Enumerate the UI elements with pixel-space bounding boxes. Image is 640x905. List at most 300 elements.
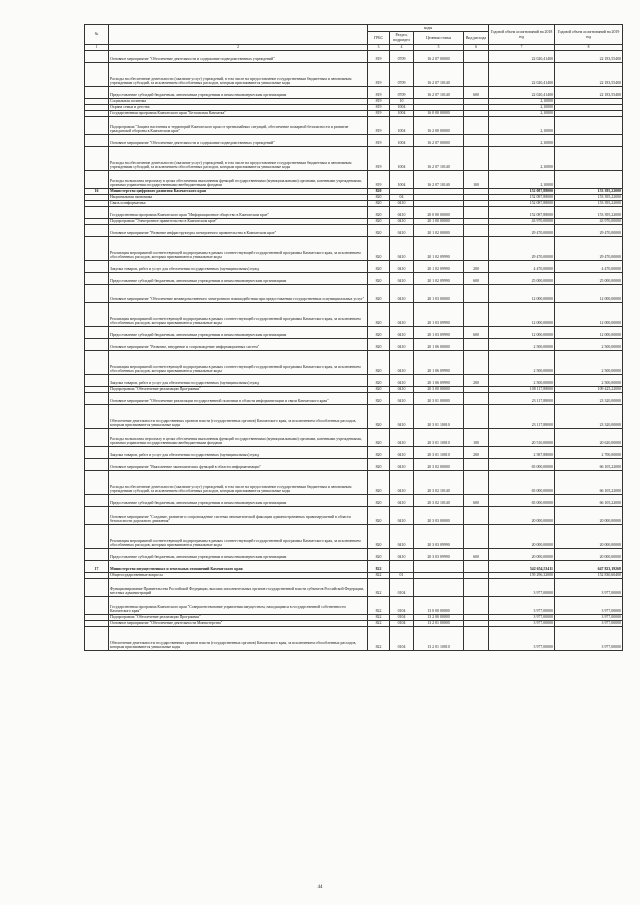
row-grbs: 820 bbox=[368, 327, 390, 339]
row-expense-type bbox=[464, 627, 489, 651]
row-name: Основное мероприятие "Развитие инфраструктуры электронного правительства в Камчатском крае" bbox=[109, 225, 368, 237]
row-amount-2018: 152 087,88000 bbox=[489, 207, 555, 219]
row-target-article: 20 3 01 10010 bbox=[414, 405, 464, 429]
table-row bbox=[85, 147, 623, 171]
row-amount-2018: 23 117,88000 bbox=[489, 405, 555, 429]
row-name: Министерство имущественных и земельных отношений Камчатского края bbox=[109, 561, 368, 573]
row-name: Основное мероприятие "Развитие, внедрение и сопровождение информационных систем" bbox=[109, 339, 368, 351]
row-razdel: 0410 bbox=[390, 285, 414, 303]
row-expense-type bbox=[464, 471, 489, 495]
row-number bbox=[85, 261, 109, 273]
row-number bbox=[85, 549, 109, 561]
row-target-article: 20 3 03 09990 bbox=[414, 549, 464, 561]
table-row bbox=[85, 525, 623, 549]
row-name: Реализация мероприятий соответствующей подпрограммы в рамках соответствующей государственной программы Камчатского края, за исключением обособленных расходов, которым присваиваются уникальные коды bbox=[109, 237, 368, 261]
column-number: 8 bbox=[555, 45, 623, 51]
row-expense-type bbox=[464, 351, 489, 375]
row-expense-type bbox=[464, 51, 489, 63]
row-amount-2018: 3 977,00000 bbox=[489, 621, 555, 627]
table-row bbox=[85, 429, 623, 447]
row-razdel: 0709 bbox=[390, 87, 414, 99]
row-target-article: 20 3 00 00000 bbox=[414, 387, 464, 393]
table-row bbox=[85, 447, 623, 459]
row-target-article bbox=[414, 561, 464, 573]
row-amount-2018: 4 470,00000 bbox=[489, 261, 555, 273]
row-amount-2018: 12 000,00000 bbox=[489, 327, 555, 339]
row-razdel: 0410 bbox=[390, 303, 414, 327]
table-row bbox=[85, 327, 623, 339]
row-amount-2019: 2 500,00000 bbox=[555, 351, 623, 375]
row-amount-2018: 2,10000 bbox=[489, 117, 555, 135]
row-amount-2019: 12 000,00000 bbox=[555, 327, 623, 339]
table-row bbox=[85, 375, 623, 387]
row-expense-type bbox=[464, 507, 489, 525]
row-name: Государственная программа Камчатского края "Информационное общество в Камчатском крае" bbox=[109, 207, 368, 219]
row-number bbox=[85, 447, 109, 459]
row-target-article: 16 0 00 00000 bbox=[414, 111, 464, 117]
row-target-article: 16 2 07 10140 bbox=[414, 147, 464, 171]
row-expense-type: 200 bbox=[464, 375, 489, 387]
row-name: Предоставление субсидий бюджетным, автономным учреждениям и иным некоммерческим организациям bbox=[109, 327, 368, 339]
row-expense-type: 100 bbox=[464, 429, 489, 447]
row-grbs: 820 bbox=[368, 387, 390, 393]
row-expense-type bbox=[464, 303, 489, 327]
header-year-2018: Годовой объем ассигнований на 2018 год bbox=[489, 25, 555, 45]
row-name: Функционирование Правительства Российской Федерации, высших исполнительных органов государственной власти субъектов Российской Федерации, местных администраций bbox=[109, 579, 368, 597]
row-amount-2018: 22 020,41400 bbox=[489, 51, 555, 63]
table-body bbox=[85, 51, 623, 651]
row-name: Реализация мероприятий соответствующей подпрограммы в рамках соответствующей государственной программы Камчатского края, за исключением обособленных расходов, которым присваиваются уникальные коды bbox=[109, 351, 368, 375]
row-amount-2019: 3 977,00000 bbox=[555, 627, 623, 651]
page-number: 44 bbox=[317, 885, 323, 890]
row-razdel: 0410 bbox=[390, 429, 414, 447]
row-expense-type bbox=[464, 117, 489, 135]
row-razdel: 0104 bbox=[390, 621, 414, 627]
row-razdel: 0410 bbox=[390, 273, 414, 285]
column-number: 2 bbox=[109, 45, 368, 51]
row-amount-2018: 3 977,00000 bbox=[489, 627, 555, 651]
row-razdel: 0104 bbox=[390, 579, 414, 597]
row-grbs: 819 bbox=[368, 135, 390, 147]
row-grbs: 820 bbox=[368, 525, 390, 549]
row-grbs: 822 bbox=[368, 573, 390, 579]
header-vid: Вид расхода bbox=[464, 32, 489, 45]
table-row bbox=[85, 393, 623, 405]
row-target-article: 20 1 02 09990 bbox=[414, 237, 464, 261]
row-grbs: 819 bbox=[368, 117, 390, 135]
row-grbs: 822 bbox=[368, 621, 390, 627]
row-expense-type bbox=[464, 405, 489, 429]
row-amount-2019: 22 183,55400 bbox=[555, 87, 623, 99]
row-name: Предоставление субсидий бюджетным, автономным учреждениям и иным некоммерческим организациям bbox=[109, 495, 368, 507]
row-amount-2019: 29 470,00000 bbox=[555, 225, 623, 237]
row-number bbox=[85, 147, 109, 171]
row-target-article: 20 1 02 09990 bbox=[414, 261, 464, 273]
row-razdel: 0410 bbox=[390, 375, 414, 387]
row-amount-2019: 2 700,00000 bbox=[555, 447, 623, 459]
row-grbs: 820 bbox=[368, 273, 390, 285]
row-razdel: 0104 bbox=[390, 615, 414, 621]
row-number bbox=[85, 339, 109, 351]
row-razdel: 0410 bbox=[390, 459, 414, 471]
row-grbs: 820 bbox=[368, 507, 390, 525]
row-name: Связь и информатика bbox=[109, 201, 368, 207]
row-grbs: 820 bbox=[368, 195, 390, 201]
row-target-article: 20 3 03 00000 bbox=[414, 507, 464, 525]
row-name: Расходы на обеспечение деятельности (оказание услуг) учреждений, в том числе на предоставление государственным бюджетным и автономным учреждениям субсидий, за исключением обособленных расходов, которым присваиваются уникальные коды bbox=[109, 471, 368, 495]
row-name: Национальная экономика bbox=[109, 195, 368, 201]
table-row bbox=[85, 135, 623, 147]
row-grbs: 820 bbox=[368, 237, 390, 261]
row-razdel: 1004 bbox=[390, 171, 414, 189]
row-name: Обеспечение деятельности государственных органов власти (государственных органов) Камчатского края, за исключением обособленных расходов, которым присваиваются уникальные коды bbox=[109, 627, 368, 651]
row-amount-2018: 20 510,00000 bbox=[489, 429, 555, 447]
table-row bbox=[85, 225, 623, 237]
row-grbs: 820 bbox=[368, 459, 390, 471]
row-grbs: 820 bbox=[368, 447, 390, 459]
row-target-article: 13 2 01 10010 bbox=[414, 627, 464, 651]
row-name: Расходы на обеспечение деятельности (оказание услуг) учреждений, в том числе на предоставление государственным бюджетным и автономным учреждениям субсидий, за исключением обособленных расходов, которым присваиваются уникальные коды bbox=[109, 63, 368, 87]
row-razdel: 0410 bbox=[390, 393, 414, 405]
row-amount-2019: 4 470,00000 bbox=[555, 261, 623, 273]
row-amount-2018: 65 000,00000 bbox=[489, 459, 555, 471]
row-expense-type: 200 bbox=[464, 447, 489, 459]
row-target-article: 13 2 00 00000 bbox=[414, 615, 464, 621]
table-row bbox=[85, 273, 623, 285]
row-grbs: 819 bbox=[368, 147, 390, 171]
row-name: Закупка товаров, работ и услуг для обеспечения государственных (муниципальных) нужд bbox=[109, 375, 368, 387]
row-amount-2019 bbox=[555, 135, 623, 147]
row-razdel: 1004 bbox=[390, 135, 414, 147]
row-name: Основное мероприятие "Обеспечение деятельности и содержание подведомственных учреждений" bbox=[109, 135, 368, 147]
row-amount-2018: 29 470,00000 bbox=[489, 225, 555, 237]
table-row bbox=[85, 117, 623, 135]
row-name: Предоставление субсидий бюджетным, автономным учреждениям и иным некоммерческим организациям bbox=[109, 273, 368, 285]
row-amount-2018: 2,10000 bbox=[489, 99, 555, 105]
row-grbs: 820 bbox=[368, 471, 390, 495]
row-name: Реализация мероприятий соответствующей подпрограммы в рамках соответствующей государственной программы Камчатского края, за исключением обособленных расходов, которым присваиваются уникальные коды bbox=[109, 525, 368, 549]
row-grbs: 820 bbox=[368, 261, 390, 273]
row-expense-type: 100 bbox=[464, 171, 489, 189]
row-expense-type bbox=[464, 147, 489, 171]
row-grbs: 820 bbox=[368, 549, 390, 561]
row-expense-type bbox=[464, 237, 489, 261]
row-grbs: 820 bbox=[368, 429, 390, 447]
row-name: Предоставление субсидий бюджетным, автономным учреждениям и иным некоммерческим организациям bbox=[109, 87, 368, 99]
row-amount-2018: 159 296,32000 bbox=[489, 573, 555, 579]
row-grbs: 820 bbox=[368, 393, 390, 405]
row-number bbox=[85, 273, 109, 285]
row-amount-2018: 20 000,00000 bbox=[489, 549, 555, 561]
row-grbs: 820 bbox=[368, 375, 390, 387]
row-amount-2018: 22 020,41400 bbox=[489, 63, 555, 87]
row-target-article: 13 2 01 00000 bbox=[414, 621, 464, 627]
row-amount-2019: 153 395,22000 bbox=[555, 207, 623, 219]
row-number bbox=[85, 207, 109, 219]
row-amount-2019: 66 105,22000 bbox=[555, 459, 623, 471]
table-row bbox=[85, 351, 623, 375]
row-amount-2019: 647 823,19268 bbox=[555, 561, 623, 573]
row-number bbox=[85, 63, 109, 87]
row-grbs: 819 bbox=[368, 105, 390, 111]
row-target-article: 20 3 01 10010 bbox=[414, 429, 464, 447]
row-number bbox=[85, 495, 109, 507]
row-amount-2018: 152 087,88000 bbox=[489, 195, 555, 201]
row-amount-2018: 25 000,00000 bbox=[489, 273, 555, 285]
table-row bbox=[85, 171, 623, 189]
row-grbs: 822 bbox=[368, 615, 390, 621]
row-number bbox=[85, 597, 109, 615]
row-name: Охрана семьи и детства bbox=[109, 105, 368, 111]
row-target-article: 20 3 03 09990 bbox=[414, 525, 464, 549]
row-name: Министерство цифрового развития Камчатского края bbox=[109, 189, 368, 195]
row-razdel: 0410 bbox=[390, 471, 414, 495]
row-amount-2019: 66 105,22000 bbox=[555, 471, 623, 495]
table-row bbox=[85, 549, 623, 561]
row-expense-type bbox=[464, 393, 489, 405]
row-target-article: 20 0 00 00000 bbox=[414, 207, 464, 219]
row-name: Основное мероприятие "Создание, развитие и сопровождение системы автоматической фиксации административных правонарушений в области безопасности дорожного движения" bbox=[109, 507, 368, 525]
row-razdel: 0410 bbox=[390, 225, 414, 237]
row-number bbox=[85, 525, 109, 549]
row-razdel: 01 bbox=[390, 573, 414, 579]
row-grbs: 822 bbox=[368, 597, 390, 615]
row-target-article: 20 3 02 10140 bbox=[414, 495, 464, 507]
row-name: Подпрограмма "Обеспечение реализации Программы" bbox=[109, 615, 368, 621]
row-amount-2018: 542 654,53411 bbox=[489, 561, 555, 573]
row-grbs: 819 bbox=[368, 111, 390, 117]
row-name: Закупка товаров, работ и услуг для обеспечения государственных (муниципальных) нужд bbox=[109, 447, 368, 459]
row-grbs: 820 bbox=[368, 201, 390, 207]
header-row-top bbox=[85, 25, 623, 32]
row-grbs: 819 bbox=[368, 171, 390, 189]
table-row bbox=[85, 495, 623, 507]
column-number: 7 bbox=[489, 45, 555, 51]
column-number: 4 bbox=[390, 45, 414, 51]
row-grbs: 820 bbox=[368, 285, 390, 303]
row-amount-2019: 20 000,00000 bbox=[555, 507, 623, 525]
row-razdel: 0410 bbox=[390, 549, 414, 561]
table-row bbox=[85, 459, 623, 471]
row-amount-2018: 152 087,88000 bbox=[489, 201, 555, 207]
row-number bbox=[85, 627, 109, 651]
column-number: 6 bbox=[464, 45, 489, 51]
row-grbs: 820 bbox=[368, 405, 390, 429]
row-number bbox=[85, 285, 109, 303]
row-number bbox=[85, 405, 109, 429]
row-target-article: 20 3 01 10010 bbox=[414, 447, 464, 459]
row-name: Расходы на обеспечение деятельности (оказание услуг) учреждений, в том числе на предоставление государственным бюджетным и автономным учреждениям субсидий, за исключением обособленных расходов, которым присваиваются уникальные коды bbox=[109, 147, 368, 171]
row-target-article: 20 1 03 09990 bbox=[414, 327, 464, 339]
row-name: Расходы на выплаты персоналу в целях обеспечения выполнения функций государственными (муниципальными) органами, казенными учреждениями, органами управления государственными внебюджетными фондами bbox=[109, 171, 368, 189]
row-name: Подпрограмма "Электронное правительство в Камчатском крае" bbox=[109, 219, 368, 225]
row-name: Основное мероприятие "Обеспечение деятельности Министерства" bbox=[109, 621, 368, 627]
row-target-article: 20 3 02 00000 bbox=[414, 459, 464, 471]
row-razdel: 0410 bbox=[390, 351, 414, 375]
row-name: Обеспечение деятельности государственных органов власти (государственных органов) Камчатского края, за исключением обособленных расходов, которым присваиваются уникальные коды bbox=[109, 405, 368, 429]
row-amount-2018: 65 000,00000 bbox=[489, 471, 555, 495]
header-cs: Целевая статья bbox=[414, 32, 464, 45]
row-razdel: 0104 bbox=[390, 627, 414, 651]
table-row bbox=[85, 507, 623, 525]
header-razdel: Раздел, подраздел bbox=[390, 32, 414, 45]
row-number bbox=[85, 117, 109, 135]
row-number bbox=[85, 87, 109, 99]
row-amount-2018: 20 000,00000 bbox=[489, 525, 555, 549]
row-name: Закупка товаров, работ и услуг для обеспечения государственных (муниципальных) нужд bbox=[109, 261, 368, 273]
row-amount-2018: 152 087,88000 bbox=[489, 189, 555, 195]
row-amount-2018: 22 020,41400 bbox=[489, 87, 555, 99]
row-amount-2019: 25 000,00000 bbox=[555, 273, 623, 285]
row-target-article: 20 1 02 00000 bbox=[414, 225, 464, 237]
header-grbs: ГРБС bbox=[368, 32, 390, 45]
row-grbs: 820 bbox=[368, 351, 390, 375]
row-expense-type bbox=[464, 207, 489, 219]
row-amount-2019: 43 970,00000 bbox=[555, 219, 623, 225]
table-row bbox=[85, 63, 623, 87]
row-razdel: 0410 bbox=[390, 387, 414, 393]
table-row bbox=[85, 627, 623, 651]
table-row bbox=[85, 303, 623, 327]
column-number: 1 bbox=[85, 45, 109, 51]
row-amount-2019: 3 977,00000 bbox=[555, 615, 623, 621]
row-name: Социальная политика bbox=[109, 99, 368, 105]
row-amount-2019 bbox=[555, 117, 623, 135]
row-amount-2018: 3 977,00000 bbox=[489, 579, 555, 597]
row-target-article: 20 1 06 09990 bbox=[414, 375, 464, 387]
row-amount-2019: 20 000,00000 bbox=[555, 525, 623, 549]
row-razdel: 10 bbox=[390, 99, 414, 105]
row-razdel: 1004 bbox=[390, 147, 414, 171]
row-expense-type: 600 bbox=[464, 327, 489, 339]
row-amount-2019: 22 183,55400 bbox=[555, 63, 623, 87]
row-amount-2019: 152 830,60400 bbox=[555, 573, 623, 579]
row-grbs: 819 bbox=[368, 99, 390, 105]
row-razdel: 1004 bbox=[390, 111, 414, 117]
row-name: Государственная программа Камчатского края "Безопасная Камчатка" bbox=[109, 111, 368, 117]
row-amount-2018: 2 500,00000 bbox=[489, 339, 555, 351]
row-razdel: 0410 bbox=[390, 237, 414, 261]
row-expense-type bbox=[464, 225, 489, 237]
row-razdel: 0410 bbox=[390, 327, 414, 339]
row-number bbox=[85, 303, 109, 327]
row-target-article: 20 1 03 09990 bbox=[414, 303, 464, 327]
row-amount-2019: 2 500,00000 bbox=[555, 339, 623, 351]
row-amount-2018: 2 500,00000 bbox=[489, 375, 555, 387]
table-row bbox=[85, 471, 623, 495]
row-name: Основное мероприятие "Обеспечение реализации государственной политики в области информатизации и связи Камчатского края" bbox=[109, 393, 368, 405]
row-grbs: 819 bbox=[368, 87, 390, 99]
row-name: Предоставление субсидий бюджетным, автономным учреждениям и иным некоммерческим организациям bbox=[109, 549, 368, 561]
table-row bbox=[85, 261, 623, 273]
row-number bbox=[85, 459, 109, 471]
table-row bbox=[85, 579, 623, 597]
table-row bbox=[85, 285, 623, 303]
row-amount-2019: 153 395,22000 bbox=[555, 195, 623, 201]
row-number bbox=[85, 237, 109, 261]
row-number: 16 bbox=[85, 189, 109, 195]
row-number bbox=[85, 225, 109, 237]
row-number bbox=[85, 171, 109, 189]
row-target-article: 20 3 02 10140 bbox=[414, 471, 464, 495]
row-expense-type bbox=[464, 597, 489, 615]
row-amount-2018: 23 117,88000 bbox=[489, 393, 555, 405]
row-target-article: 16 2 07 00000 bbox=[414, 51, 464, 63]
row-amount-2019: 29 470,00000 bbox=[555, 237, 623, 261]
row-number: 17 bbox=[85, 561, 109, 573]
row-razdel: 0410 bbox=[390, 219, 414, 225]
table-row bbox=[85, 51, 623, 63]
table-row bbox=[85, 237, 623, 261]
row-amount-2019: 109 425,22000 bbox=[555, 387, 623, 393]
table-row bbox=[85, 207, 623, 219]
row-expense-type: 600 bbox=[464, 273, 489, 285]
row-expense-type: 600 bbox=[464, 495, 489, 507]
header-year-2019: Годовой объем ассигнований на 2019 год bbox=[555, 25, 623, 45]
row-razdel: 0410 bbox=[390, 507, 414, 525]
row-expense-type bbox=[464, 135, 489, 147]
row-name: Подпрограмма "Защита населения и территорий Камчатского края от чрезвычайных ситуаций, обеспечение пожарной безопасности и развитие гражданской обороны в Камчатском крае" bbox=[109, 117, 368, 135]
row-amount-2018: 43 970,00000 bbox=[489, 219, 555, 225]
row-number bbox=[85, 327, 109, 339]
row-target-article: 16 2 07 10140 bbox=[414, 171, 464, 189]
row-razdel: 04 bbox=[390, 195, 414, 201]
header-num: № bbox=[85, 25, 109, 45]
row-target-article: 16 2 07 10140 bbox=[414, 63, 464, 87]
row-target-article: 20 1 00 00000 bbox=[414, 219, 464, 225]
header-codes: коды bbox=[368, 25, 489, 32]
row-grbs: 820 bbox=[368, 189, 390, 195]
row-razdel: 0410 bbox=[390, 201, 414, 207]
row-expense-type: 600 bbox=[464, 549, 489, 561]
row-amount-2018: 108 117,88000 bbox=[489, 387, 555, 393]
row-amount-2018: 3 977,00000 bbox=[489, 597, 555, 615]
row-grbs: 820 bbox=[368, 219, 390, 225]
row-name: Общегосударственные вопросы bbox=[109, 573, 368, 579]
table-row bbox=[85, 405, 623, 429]
row-amount-2019: 2 500,00000 bbox=[555, 375, 623, 387]
row-number bbox=[85, 351, 109, 375]
row-target-article: 20 1 06 09990 bbox=[414, 351, 464, 375]
row-amount-2019: 3 977,00000 bbox=[555, 597, 623, 615]
column-number: 3 bbox=[368, 45, 390, 51]
row-amount-2019: 3 977,00000 bbox=[555, 621, 623, 627]
row-name: Основное мероприятие "Обеспечение межведомственного электронного взаимодействия при предоставлении государственных и муниципальных услуг" bbox=[109, 285, 368, 303]
row-name: Основное мероприятие "Выполнение экономических функций в области информатизации" bbox=[109, 459, 368, 471]
row-target-article: 16 2 07 00000 bbox=[414, 135, 464, 147]
row-expense-type bbox=[464, 525, 489, 549]
row-amount-2018: 2,10000 bbox=[489, 171, 555, 189]
row-grbs: 820 bbox=[368, 339, 390, 351]
row-amount-2018: 2,10000 bbox=[489, 135, 555, 147]
row-amount-2019: 23 320,00000 bbox=[555, 393, 623, 405]
row-name: Основное мероприятие "Обеспечение деятельности и содержание подведомственных учреждений" bbox=[109, 51, 368, 63]
row-amount-2018: 65 000,00000 bbox=[489, 495, 555, 507]
row-target-article: 16 2 07 10140 bbox=[414, 87, 464, 99]
row-name: Реализация мероприятий соответствующей подпрограммы в рамках соответствующей государственной программы Камчатского края, за исключением обособленных расходов, которым присваиваются уникальные коды bbox=[109, 303, 368, 327]
row-grbs: 822 bbox=[368, 627, 390, 651]
row-target-article bbox=[414, 579, 464, 597]
table-row bbox=[85, 339, 623, 351]
row-amount-2019: 153 395,22000 bbox=[555, 201, 623, 207]
row-razdel: 0410 bbox=[390, 261, 414, 273]
row-expense-type bbox=[464, 561, 489, 573]
row-amount-2019: 22 183,55400 bbox=[555, 51, 623, 63]
row-grbs: 822 bbox=[368, 561, 390, 573]
row-name: Расходы на выплаты персоналу в целях обеспечения выполнения функций государственными (муниципальными) органами, казенными учреждениями, органами управления государственными внебюджетными фондами bbox=[109, 429, 368, 447]
row-razdel: 0410 bbox=[390, 525, 414, 549]
row-name: Подпрограмма "Обеспечение реализации Программы" bbox=[109, 387, 368, 393]
